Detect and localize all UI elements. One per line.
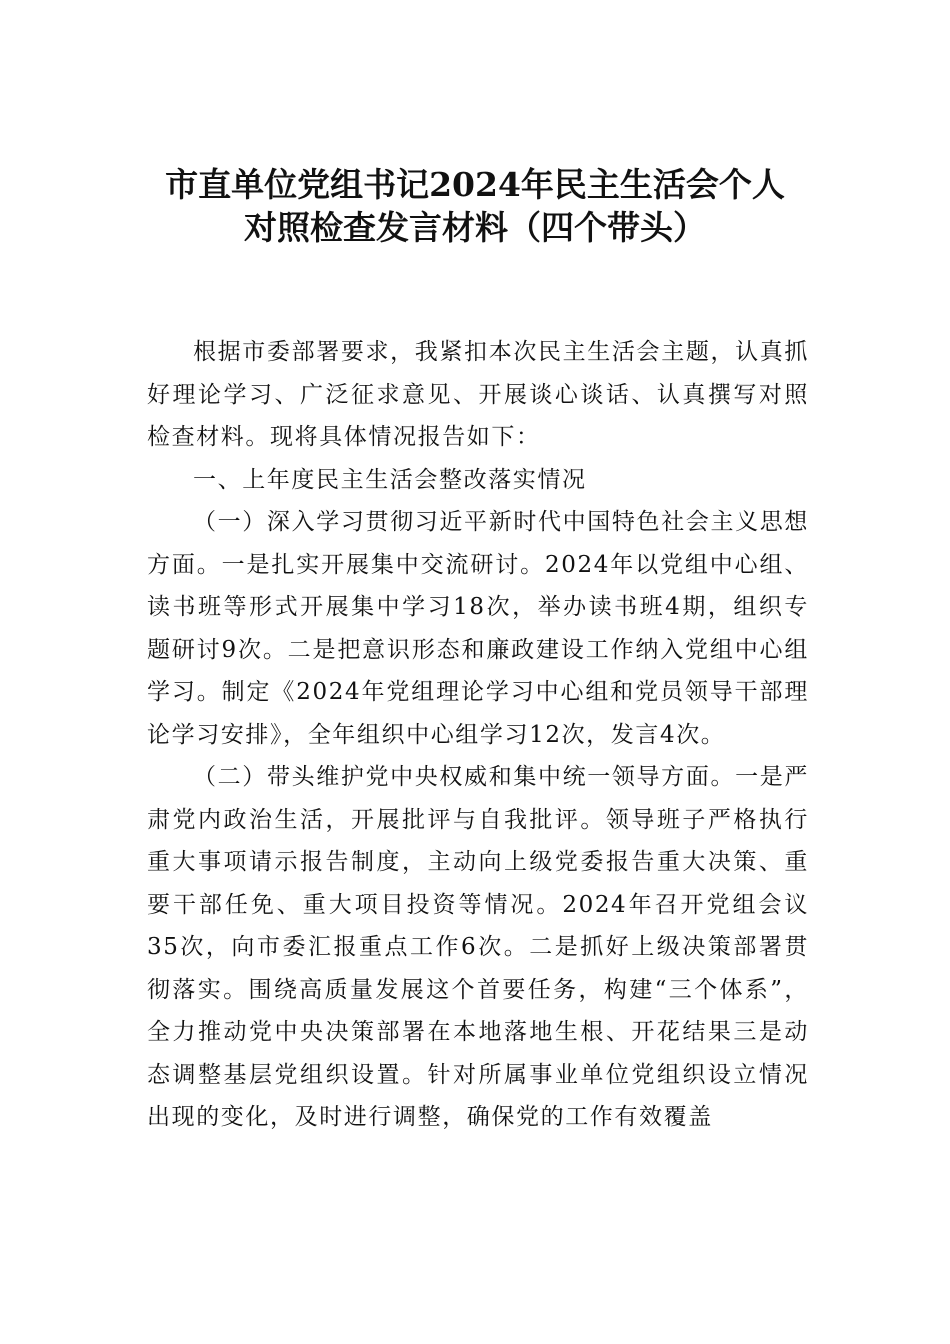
intro-paragraph: 根据市委部署要求，我紧扣本次民主生活会主题，认真抓好理论学习、广泛征求意见、开展谈心谈话、认真撰写对照检查材料。现将具体情况报告如下： bbox=[147, 339, 809, 450]
subsection-2-paragraph bbox=[147, 756, 809, 1139]
subsection-2-heading: （二）带头维护党中央权威和集中统一领导方面。 bbox=[193, 764, 736, 790]
document-body bbox=[147, 331, 809, 1139]
subsection-2-body: 一是严肃党内政治生活，开展批评与自我批评。领导班子严格执行重大事项请示报告制度，主动向上级党委报告重大决策、重要干部任免、重大项目投资等情况。2024年召开党组会议35次，向市委汇报重点工作6次。二是抓好上级决策部署贯彻落实。围绕高质量发展这个首要任务，构建“三个体系”，全力推动党中央决策部署在本地落地生根、开花结果三是动态调整基层党组织设置。针对所属事业单位党组织设立情况出现的变化，及时进行调整，确保党的工作有效覆盖 bbox=[147, 764, 809, 1130]
document-title-line-1: 市直单位党组书记2024年民主生活会个人 bbox=[165, 165, 785, 204]
subsection-1-body: 一是扎实开展集中交流研讨。2024年以党组中心组、读书班等形式开展集中学习18次，举办读书班4期，组织专题研讨9次。二是把意识形态和廉政建设工作纳入党组中心组学习。制定《2024年党组理论学习中心组和党员领导干部理论学习安排》，全年组织中心组学习12次，发言4次。 bbox=[147, 551, 809, 748]
subsection-1-paragraph bbox=[147, 501, 809, 756]
subsection-1-heading: （一）深入学习贯彻习近平新时代中国特色社会主义思想方面。 bbox=[147, 509, 809, 578]
document-title-line-2: 对照检查发言材料（四个带头） bbox=[244, 208, 706, 247]
section-heading: 一、上年度民主生活会整改落实情况 bbox=[193, 466, 587, 493]
